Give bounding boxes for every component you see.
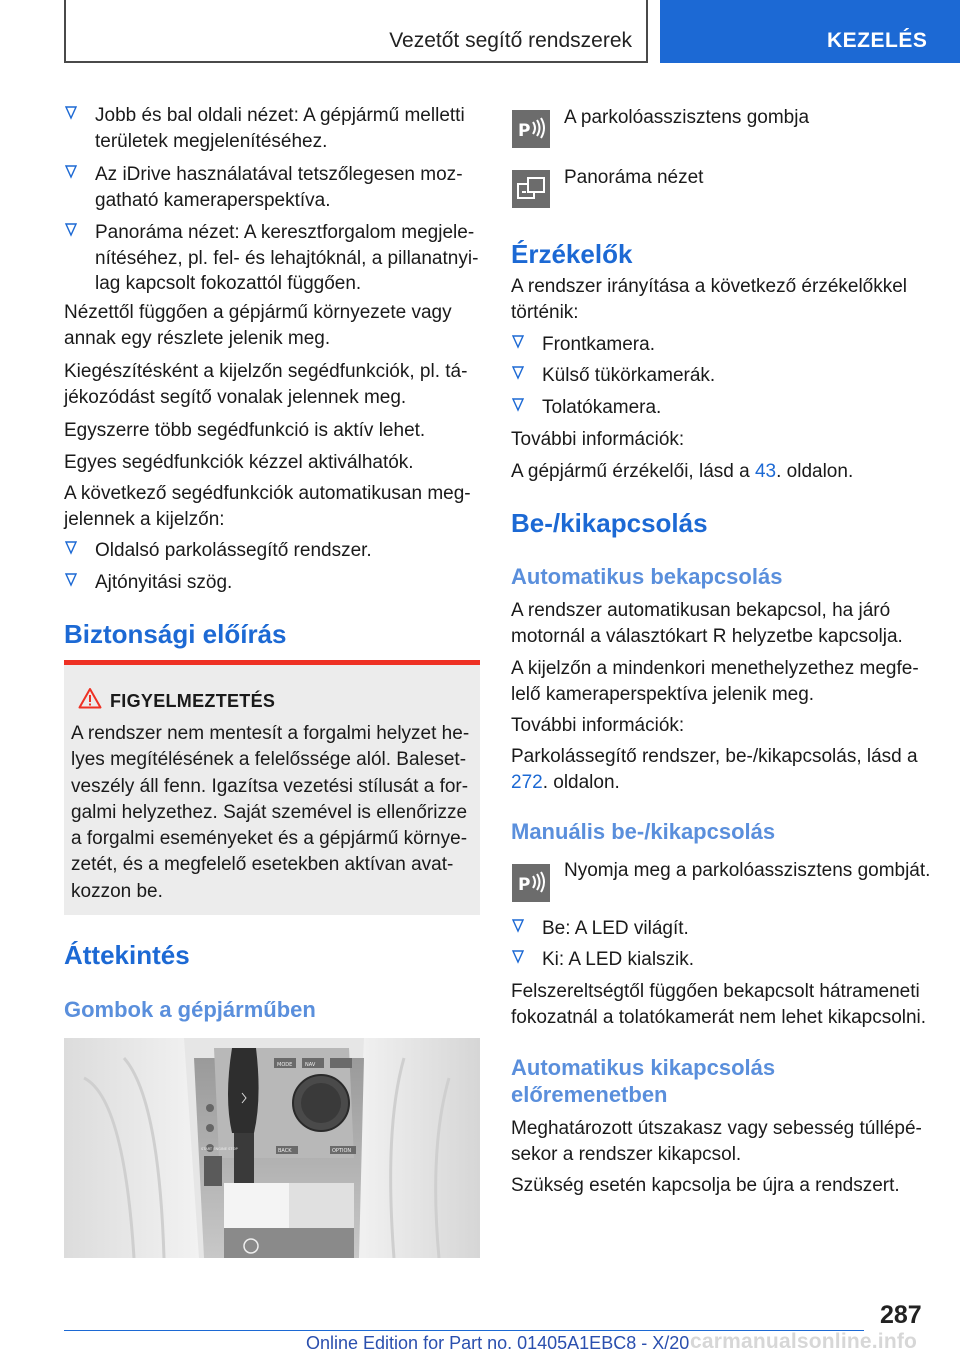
footer-watermark: carmanualsonline.info [690, 1330, 918, 1353]
header-section-title: Vezetőt segítő rendszerek [389, 29, 632, 52]
manual-instruction: Nyomja meg a parkolóasszisztens gombját. [564, 860, 931, 881]
heading-auto-off: Automatikus kikapcsolás előremenetben [511, 1055, 776, 1107]
header-section-box [64, 0, 648, 63]
paragraph: Nézettől függően a gépjármű környezete vagy annak egy részlete jelenik meg. [64, 302, 452, 349]
page-number: 287 [880, 1301, 922, 1329]
heading-buttons: Gombok a gépjárműben [64, 997, 316, 1022]
list-item: Oldalsó parkolássegítő rendszer. [64, 538, 480, 564]
triangle-bullet-icon [512, 335, 524, 349]
page-link-272[interactable]: 272 [511, 771, 543, 793]
list-item: Frontkamera. [511, 332, 931, 358]
page-header [0, 0, 960, 66]
paragraph: A kijelzőn a mindenkori menethelyzethez megfelelő kameraperspektíva jelenik meg. [511, 658, 919, 705]
paragraph: A rendszer automatikusan bekapcsol, ha járó motornál a választókart R helyzetbe kapcsolja. [511, 600, 903, 647]
list-item: Külső tükörkamerák. [511, 363, 931, 389]
heading-on-off: Be-/kikapcsolás [511, 508, 708, 538]
heading-safety: Biztonsági előírás [64, 619, 287, 649]
console-label-back: BACK [278, 1148, 292, 1154]
list-item: Panoráma nézet: A keresztforgalom megjelenítéséhez, pl. fel- és lehajtóknál, a pillanatnyilag kapcsolt fokozattól függően. [64, 220, 480, 297]
list-item: Ki: A LED kialszik. [511, 947, 931, 973]
console-label-nav: NAV [305, 1062, 316, 1068]
svg-text:P: P [518, 875, 531, 895]
triangle-bullet-icon [512, 919, 524, 933]
console-label-mode: MODE [277, 1062, 293, 1068]
triangle-bullet-icon [512, 398, 524, 412]
paragraph: Egyes segédfunkciók kézzel aktiválhatók. [64, 452, 414, 473]
triangle-bullet-icon [65, 223, 77, 237]
icon-caption-panorama: Panoráma nézet [564, 167, 704, 188]
list-item: Ajtónyitási szög. [64, 570, 480, 596]
console-label-option: OPTION [332, 1148, 352, 1154]
header-chapter-label: KEZELÉS [827, 29, 928, 52]
list-item: Jobb és bal oldali nézet: A gépjármű melletti területek megjelenítéséhez. [64, 103, 480, 154]
cross-reference: Parkolássegítő rendszer, be-/kikapcsolás, lásd a 272. oldalon. [511, 746, 918, 793]
center-console-illustration [64, 1038, 480, 1258]
list-item: Az iDrive használatával tetszőlegesen mozgatható kameraperspektíva. [64, 162, 480, 213]
footer-edition: Online Edition for Part no. 01405A1EBC8 - X/20 [306, 1333, 690, 1353]
paragraph: Szükség esetén kapcsolja be újra a rendszert. [511, 1175, 900, 1196]
center-console-photo [64, 1038, 480, 1258]
triangle-bullet-icon [512, 366, 524, 380]
paragraph: Felszereltségtől függően bekapcsolt hátrameneti fokozatnál a tolatókamerát nem lehet kikapcsolni. [511, 981, 927, 1028]
triangle-bullet-icon [65, 106, 77, 120]
paragraph: A rendszer irányítása a következő érzékelőkkel történik: [511, 276, 908, 323]
paragraph: A következő segédfunkciók automatikusan megjelennek a kijelzőn: [64, 483, 471, 530]
paragraph: Kiegészítésként a kijelzőn segédfunkciók, pl. tájékozódást segítő vonalak jelennek meg. [64, 361, 468, 408]
warning-box [64, 660, 480, 915]
paragraph: Meghatározott útszakasz vagy sebesség túllépésekor a rendszer kikapcsol. [511, 1118, 922, 1165]
paragraph: További információk: [511, 429, 685, 450]
parking-assistant-button-icon [512, 110, 550, 148]
icon-caption-parking-assistant: A parkolóasszisztens gombja [564, 107, 810, 128]
triangle-bullet-icon [512, 950, 524, 964]
warning-title: FIGYELMEZTETÉS [110, 691, 276, 711]
triangle-bullet-icon [65, 573, 77, 587]
paragraph: Egyszerre több segédfunkció is aktív lehet. [64, 420, 426, 441]
header-chapter-tab[interactable] [660, 0, 960, 63]
console-label-start: START ENGINE STOP [201, 1147, 238, 1151]
heading-overview: Áttekintés [64, 940, 190, 970]
paragraph: További információk: [511, 715, 685, 736]
list-item: Be: A LED világít. [511, 916, 931, 942]
heading-sensors: Érzékelők [511, 239, 633, 269]
warning-triangle-icon [78, 687, 102, 709]
cross-reference: A gépjármű érzékelői, lásd a 43. oldalon. [511, 461, 854, 482]
heading-auto-on: Automatikus bekapcsolás [511, 564, 783, 589]
parking-assistant-button-icon [512, 864, 550, 902]
svg-text:P: P [518, 121, 531, 141]
heading-manual: Manuális be-/kikapcsolás [511, 819, 776, 844]
list-item: Tolatókamera. [511, 395, 931, 421]
triangle-bullet-icon [65, 165, 77, 179]
page-link-43[interactable]: 43 [754, 461, 777, 482]
warning-text: A rendszer nem mentesít a forgalmi helyzet helyes megítélésének a felelőssége alól. Balesetveszély áll fenn. Igazítsa vezetési stílusát a forgalmi helyzethez. Saját szemével is ellenőrizze a forgalmi eseményeket és a gépjármű környezetét, és a megfelelő esetekben aktívan avatkozzon be. [71, 723, 470, 902]
triangle-bullet-icon [65, 541, 77, 555]
panorama-view-icon [512, 170, 550, 208]
